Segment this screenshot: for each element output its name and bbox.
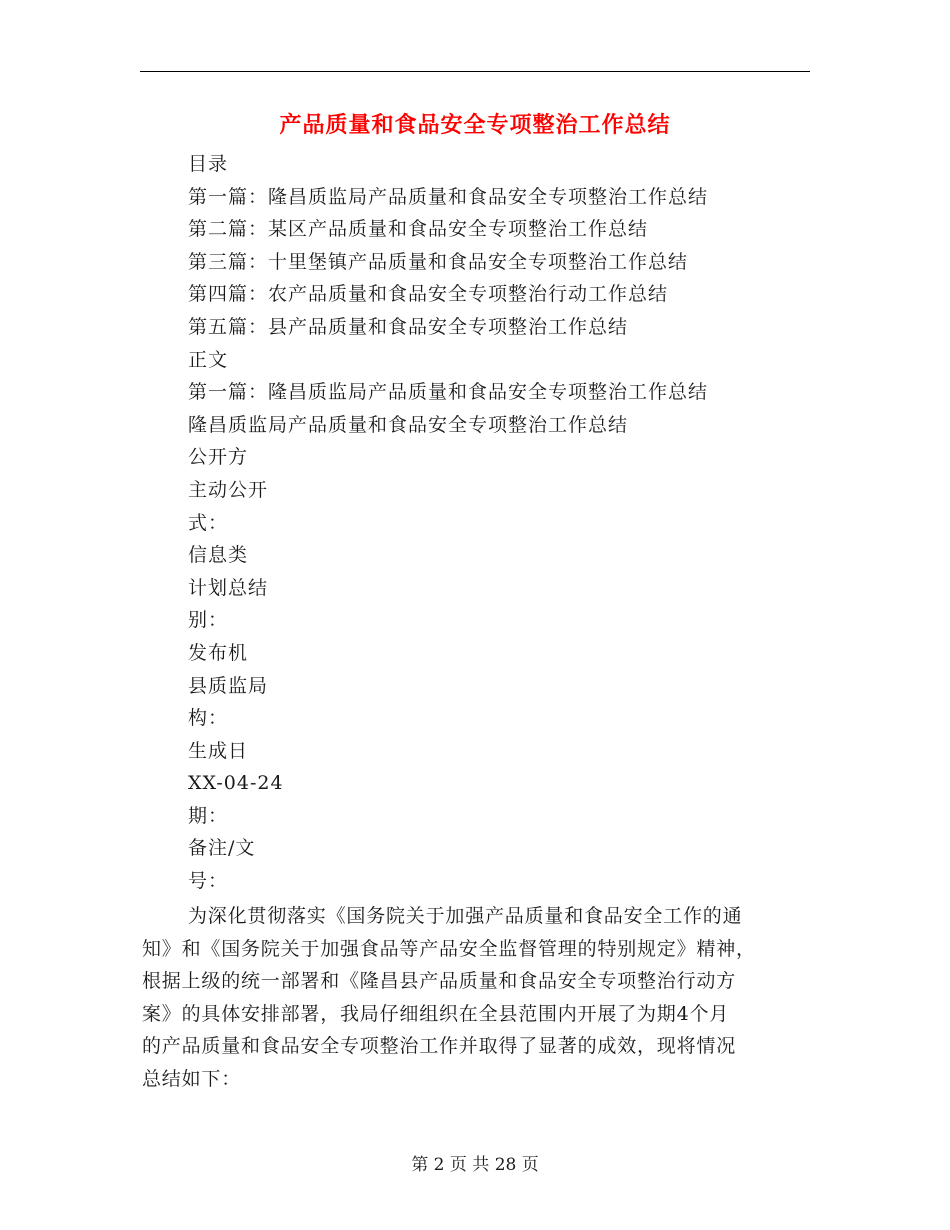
text-line: 式：	[188, 511, 229, 534]
text-line: 别：	[188, 609, 229, 632]
body-paragraph	[142, 900, 808, 1096]
paragraph-line: 根据上级的统一部署和《隆昌县产品质量和食品安全专项整治行动方	[142, 970, 737, 993]
text-line: 县质监局	[188, 674, 269, 697]
text-line: 目录	[188, 153, 229, 175]
text-line: 第一篇：隆昌质监局产品质量和食品安全专项整治工作总结	[188, 381, 709, 404]
text-line: 生成日	[188, 739, 249, 762]
text-line: 计划总结	[188, 576, 269, 599]
paragraph-line: 案》的具体安排部署，我局仔细组织在全县范围内开展了为期4个月	[142, 1002, 730, 1025]
paragraph-line: 知》和《国务院关于加强食品等产品安全监督管理的特别规定》精神，	[142, 937, 756, 960]
paragraph-line: 为深化贯彻落实《国务院关于加强产品质量和食品安全工作的通	[188, 905, 743, 927]
document-title: 产品质量和食品安全专项整治工作总结	[279, 112, 671, 138]
text-line: 期：	[188, 804, 229, 827]
header-rule	[140, 71, 810, 72]
text-line: 构：	[188, 707, 229, 730]
text-line: 主动公开	[188, 478, 269, 501]
text-line: 号：	[188, 870, 229, 893]
text-line: 第五篇：县产品质量和食品安全专项整治工作总结	[188, 315, 629, 338]
text-line: 第三篇：十里堡镇产品质量和食品安全专项整治工作总结	[188, 250, 689, 273]
text-line: 第四篇：农产品质量和食品安全专项整治行动工作总结	[188, 283, 669, 306]
text-line: 公开方	[188, 446, 249, 469]
text-line: 正文	[188, 348, 229, 371]
paragraph-line: 的产品质量和食品安全专项整治工作并取得了显著的成效，现将情况	[142, 1035, 737, 1058]
content-lines	[188, 148, 828, 898]
text-line: 隆昌质监局产品质量和食品安全专项整治工作总结	[188, 413, 629, 436]
text-line: 信息类	[188, 544, 249, 567]
paragraph-line: 总结如下：	[142, 1067, 242, 1090]
text-line: XX-04-24	[188, 772, 284, 795]
text-line: 第一篇：隆昌质监局产品质量和食品安全专项整治工作总结	[188, 185, 709, 208]
text-line: 备注/文	[188, 837, 256, 860]
text-line: 第二篇：某区产品质量和食品安全专项整治工作总结	[188, 218, 649, 241]
page-number: 第 2 页 共 28 页	[411, 1155, 539, 1175]
text-line: 发布机	[188, 641, 249, 664]
